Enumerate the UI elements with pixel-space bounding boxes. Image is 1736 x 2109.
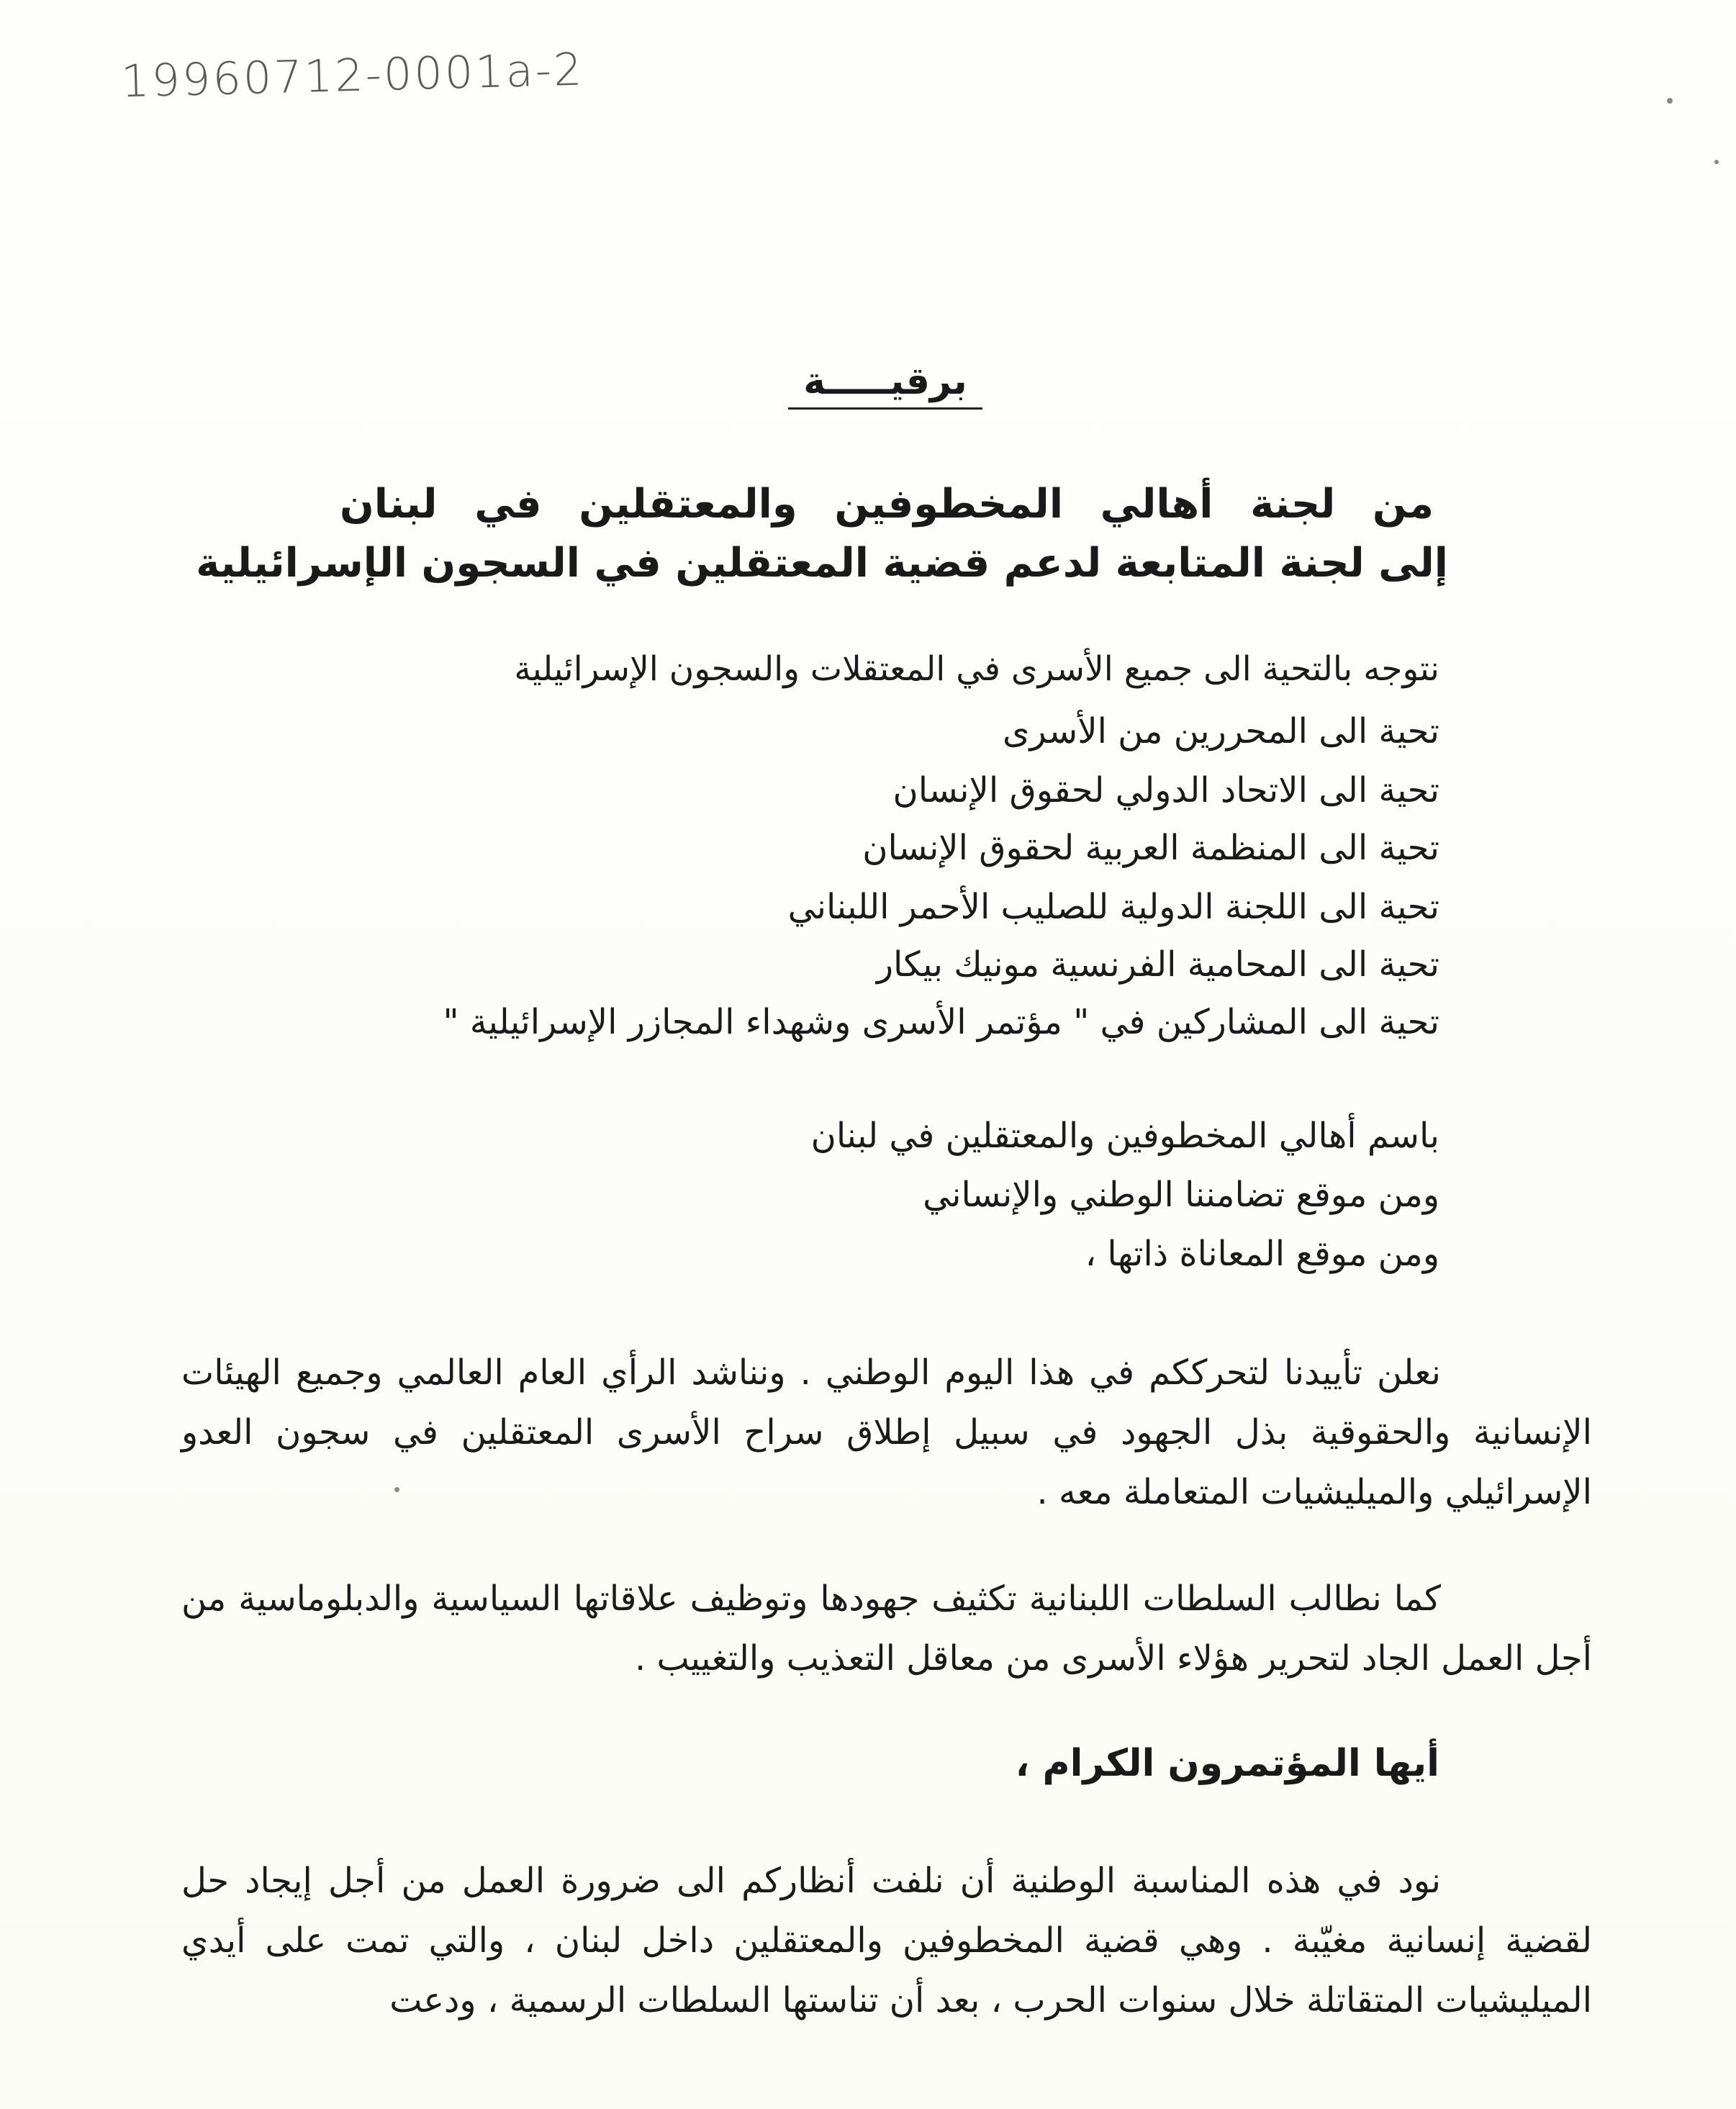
- paragraph-2-text: كما نطالب السلطات اللبنانية تكثيف جهودها وتوظيف علاقاتها السياسية والدبلوماسية من أجل العمل الجاد لتحرير هؤلاء الأسرى من معاقل التعذيب والتغييب .: [181, 1579, 1592, 1679]
- body-paragraph-2: [181, 1569, 1592, 1689]
- paragraph-3-text: نود في هذه المناسبة الوطنية أن نلفت أنظاركم الى ضرورة العمل من أجل إيجاد حل لقضية إنسانية مغيّبة . وهي قضية المخطوفين والمعتقلين داخل لبنان ، والتي تمت على أيدي الميليشيات المتقاتلة خلال سنوات الحرب ، بعد أن تناستها السلطات الرسمية ، ودعت: [181, 1861, 1592, 2020]
- title-underline: [788, 407, 982, 410]
- header-to: إلى لجنة المتابعة لدعم قضية المعتقلين في السجون الإسرائيلية: [196, 540, 1448, 587]
- greeting-line: تحية الى الاتحاد الدولي لحقوق الإنسان: [892, 770, 1439, 810]
- greeting-line: نتوجه بالتحية الى جميع الأسرى في المعتقلات والسجون الإسرائيلية: [514, 649, 1439, 689]
- paper-speck: [1714, 160, 1719, 164]
- header-from: من لجنة أهالي المخطوفين والمعتقلين في لبنان: [340, 481, 1434, 528]
- address-line: أيها المؤتمرون الكرام ،: [1015, 1742, 1439, 1785]
- signature-line: ومن موقع المعاناة ذاتها ،: [1085, 1234, 1439, 1274]
- body-paragraph-1: [181, 1343, 1592, 1522]
- greeting-line: تحية الى المحررين من الأسرى: [1002, 711, 1439, 751]
- signature-line: ومن موقع تضامننا الوطني والإنساني: [923, 1175, 1439, 1215]
- greeting-line: تحية الى المشاركين في " مؤتمر الأسرى وشهداء المجازر الإسرائيلية ": [443, 1002, 1439, 1042]
- greeting-line: تحية الى المحامية الفرنسية مونيك بيكار: [876, 944, 1439, 985]
- document-title: برقيـــــة: [803, 360, 967, 403]
- paragraph-1-text: نعلن تأييدنا لتحرككم في هذا اليوم الوطني . ونناشد الرأي العام العالمي وجميع الهيئات الإنسانية والحقوقية بذل الجهود في سبيل إطلاق سراح الأسرى المعتقلين في سجون العدو الإسرائيلي والميليشيات المتعاملة معه .: [181, 1352, 1592, 1512]
- handwritten-reference-number: 19960712-0001a-2: [120, 42, 585, 108]
- paper-speck: [1667, 98, 1673, 104]
- body-paragraph-3: [181, 1851, 1592, 2031]
- greeting-line: تحية الى اللجنة الدولية للصليب الأحمر اللبناني: [787, 887, 1439, 927]
- signature-line: باسم أهالي المخطوفين والمعتقلين في لبنان: [810, 1116, 1439, 1156]
- greeting-line: تحية الى المنظمة العربية لحقوق الإنسان: [862, 828, 1439, 868]
